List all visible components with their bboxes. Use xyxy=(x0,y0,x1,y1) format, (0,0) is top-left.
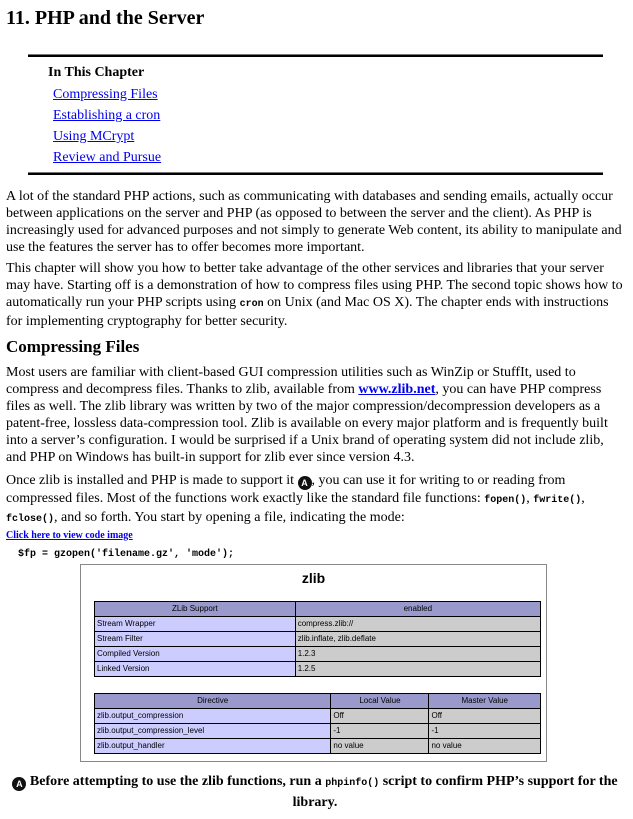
table-cell: -1 xyxy=(429,724,541,739)
text-span: , xyxy=(581,491,585,506)
column-header: Local Value xyxy=(331,694,429,709)
table-cell: -1 xyxy=(331,724,429,739)
divider xyxy=(28,172,603,175)
table-cell: no value xyxy=(429,739,541,754)
table-header-row xyxy=(95,694,541,709)
table-row xyxy=(95,739,541,754)
zlib-directives-table xyxy=(94,693,541,754)
text-span: This chapter will show you how to better take advantage of the other services and libraries that your server may have. Starting off is a demonstration of how to compress files using PHP. The second topic shows how to automatically run your PHP scripts using xyxy=(6,261,623,310)
table-cell: zlib.output_handler xyxy=(95,739,331,754)
column-header: enabled xyxy=(295,602,540,617)
table-row xyxy=(95,724,541,739)
toc-link-compressing-files[interactable]: Compressing Files xyxy=(53,87,158,102)
table-cell: Compiled Version xyxy=(95,647,296,662)
table-cell: no value xyxy=(331,739,429,754)
table-row xyxy=(95,632,541,647)
text-span: , and so forth. You start by opening a file, indicating the mode: xyxy=(54,510,405,525)
toc-link-review-and-pursue[interactable]: Review and Pursue xyxy=(53,150,162,165)
zlib-link[interactable]: www.zlib.net xyxy=(358,382,436,397)
column-header: Directive xyxy=(95,694,331,709)
table-cell: zlib.output_compression xyxy=(95,709,331,724)
intro-paragraph-2 xyxy=(6,260,626,330)
text-span: Most users are familiar with client-based GUI compression utilities such as WinZip or StuffIt, used to compress and decompress files. Thanks to zlib, available from xyxy=(6,365,576,397)
table-cell: 1.2.5 xyxy=(295,662,540,677)
table-cell: compress.zlib:// xyxy=(295,617,540,632)
inline-code: phpinfo() xyxy=(325,778,380,789)
figure-marker-icon: A xyxy=(298,476,312,490)
list-item xyxy=(53,147,161,168)
list-item xyxy=(53,84,161,105)
chapter-contents-box xyxy=(28,54,603,174)
inline-code: cron xyxy=(239,299,264,310)
zlib-support-table xyxy=(94,601,541,677)
section-paragraph-2 xyxy=(6,472,626,528)
text-span: Once zlib is installed and PHP is made to support it xyxy=(6,473,298,488)
inline-code: fopen() xyxy=(484,495,527,506)
chapter-title: 11. PHP and the Server xyxy=(6,7,205,29)
table-header-row xyxy=(95,602,541,617)
phpinfo-screenshot xyxy=(80,564,547,762)
toc-link-using-mcrypt[interactable]: Using MCrypt xyxy=(53,129,135,144)
table-cell: zlib.inflate, zlib.deflate xyxy=(295,632,540,647)
view-code-image-link[interactable]: Click here to view code image xyxy=(6,530,133,541)
list-item xyxy=(53,105,161,126)
table-cell: Stream Wrapper xyxy=(95,617,296,632)
text-span: on Unix (and Mac OS X). The chapter ends with instructions for implementing cryptography for better security. xyxy=(6,295,609,329)
section-heading: Compressing Files xyxy=(6,337,140,356)
table-row xyxy=(95,709,541,724)
text-span: , you can use it for writing to or reading from compressed files. Most of the functions work exactly like the standard file functions: xyxy=(6,473,566,506)
table-cell: 1.2.3 xyxy=(295,647,540,662)
contents-list xyxy=(53,84,161,168)
divider xyxy=(28,54,603,57)
figure-title: zlib xyxy=(301,570,326,586)
table-cell: Off xyxy=(429,709,541,724)
column-header: Master Value xyxy=(429,694,541,709)
table-row xyxy=(95,647,541,662)
table-row xyxy=(95,662,541,677)
contents-heading: In This Chapter xyxy=(48,65,145,80)
table-cell: zlib.output_compression_level xyxy=(95,724,331,739)
toc-link-establishing-cron[interactable]: Establishing a cron xyxy=(53,108,161,123)
list-item xyxy=(53,126,161,147)
inline-code: fwrite() xyxy=(533,495,582,506)
text-span: , xyxy=(526,491,534,506)
figure-marker-icon: A xyxy=(12,777,26,791)
table-cell: Off xyxy=(331,709,429,724)
table-cell: Linked Version xyxy=(95,662,296,677)
figure-caption xyxy=(10,772,620,812)
section-paragraph-1 xyxy=(6,364,626,466)
intro-paragraph-1: A lot of the standard PHP actions, such as communicating with databases and sending emails, actually occur between applications on the server and PHP (as opposed to between the server and the client). As PHP is increasingly used for advanced purposes and not simply to generate Web content, its ability to manipulate and use the features the server has to offer becomes more important. xyxy=(6,189,622,255)
table-cell: Stream Filter xyxy=(95,632,296,647)
code-snippet: $fp = gzopen('filename.gz', 'mode'); xyxy=(18,549,235,560)
text-span: , you can have PHP compress files as well. The zlib library was written by two of the major compression/decompression developers as a patent-free, lossless data-compression tool. Zlib is available on every major platform and is frequently built into a server’s configuration. I would be surprised if a Unix brand of operating system did not include zlib, and PHP on Windows has built-in support for zlib ever since version 4.3. xyxy=(6,382,608,465)
text-span: script to confirm PHP’s support for the library. xyxy=(292,774,618,810)
column-header: ZLib Support xyxy=(95,602,296,617)
inline-code: fclose() xyxy=(6,514,55,525)
table-row xyxy=(95,617,541,632)
text-span: Before attempting to use the zlib functions, run a xyxy=(29,774,326,789)
